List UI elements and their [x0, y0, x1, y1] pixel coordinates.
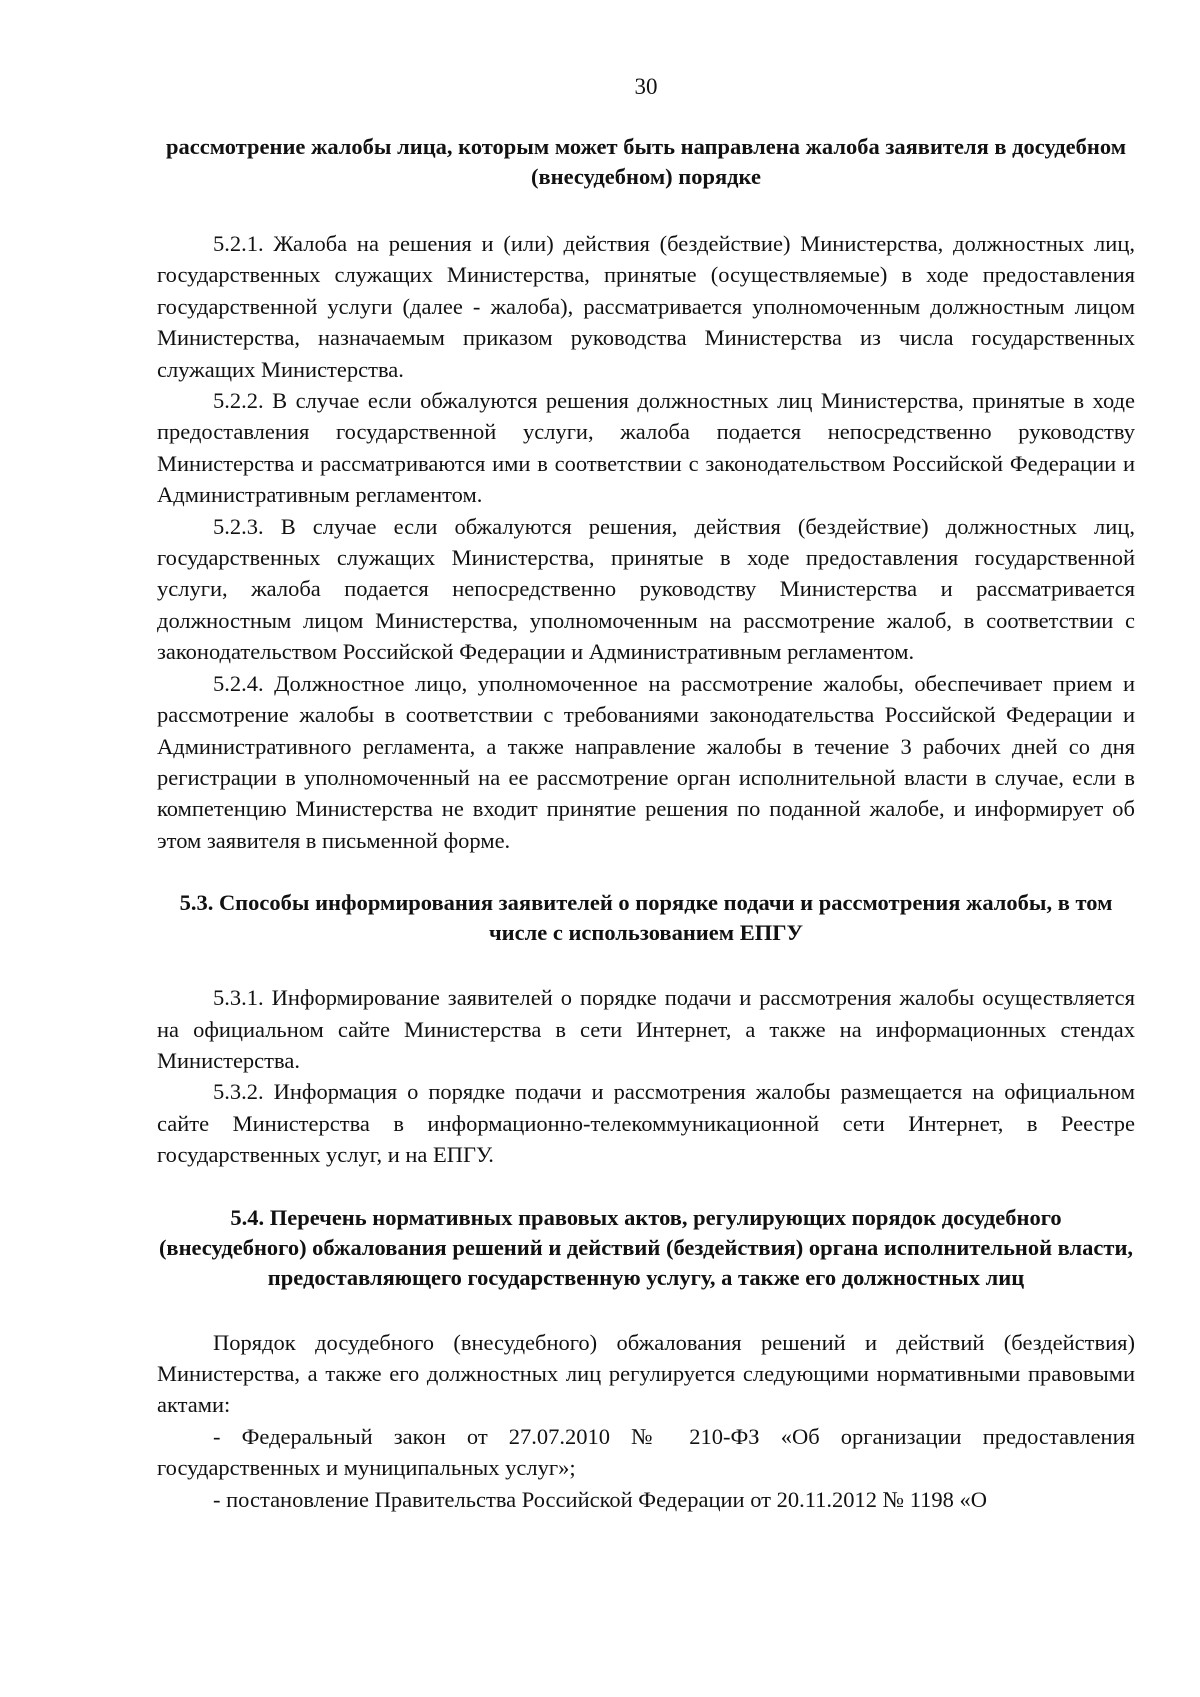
paragraph-5-3-2: 5.3.2. Информация о порядке подачи и рассмотрения жалобы размещается на официальном сайте Министерства в информационно-телекоммуникационной сети Интернет, в Реестре государственных услуг, и на ЕПГУ. — [157, 1079, 1135, 1168]
paragraph-appeal-procedure: Порядок досудебного (внесудебного) обжалования решений и действий (бездействия) Министерства, а также его должностных лиц регулируется следующими нормативными правовыми актами: — [157, 1329, 1135, 1418]
document-page — [157, 72, 1135, 1515]
section-heading-complaint-review: рассмотрение жалобы лица, которым может быть направлена жалоба заявителя в досудебном (внесудебном) порядке — [165, 134, 1127, 189]
paragraph-5-2-3: 5.2.3. В случае если обжалуются решения, действия (бездействие) должностных лиц, государственных служащих Министерства, принятые в ходе предоставления государственной услуги, жалоба подается непосредственно руководству Министерства и рассматривается должностным лицом Министерства, уполномоченным на рассмотрение жалоб, в соответствии с законодательством Российской Федерации и Административным регламентом. — [157, 513, 1135, 665]
paragraph-5-2-4: 5.2.4. Должностное лицо, уполномоченное на рассмотрение жалобы, обеспечивает прием и рассмотрение жалобы в соответствии с требованиями законодательства Российской Федерации и Административного регламента, а также направление жалобы в течение 3 рабочих дней со дня регистрации в уполномоченный на ее рассмотрение орган исполнительной власти в случае, если в компетенцию Министерства не входит принятие решения по поданной жалобе, и информирует об этом заявителя в письменной форме. — [157, 670, 1135, 853]
paragraph-federal-law-210: - Федеральный закон от 27.07.2010 № 210-ФЗ «Об организации предоставления государственных и муниципальных услуг»; — [157, 1423, 1135, 1481]
paragraph-5-2-2: 5.2.2. В случае если обжалуются решения должностных лиц Министерства, принятые в ходе предоставления государственной услуги, жалоба подается непосредственно руководству Министерства и рассматриваются ими в соответствии с законодательством Российской Федерации и Административным регламентом. — [157, 388, 1135, 508]
paragraph-5-2-1: 5.2.1. Жалоба на решения и (или) действия (бездействие) Министерства, должностных лиц, государственных служащих Министерства, принятые (осуществляемые) в ходе предоставления государственной услуги (далее - жалоба), рассматривается уполномоченным должностным лицом Министерства, назначаемым приказом руководства Министерства из числа государственных служащих Министерства. — [157, 231, 1135, 382]
page-number: 30 — [634, 74, 658, 99]
paragraph-government-decree-1198: - постановление Правительства Российской Федерации от 20.11.2012 № 1198 «О — [213, 1486, 988, 1512]
paragraph-5-3-1: 5.3.1. Информирование заявителей о порядке подачи и рассмотрения жалобы осуществляется на официальном сайте Министерства в сети Интернет, а также на информационных стендах Министерства. — [157, 985, 1135, 1073]
section-heading-5-4: 5.4. Перечень нормативных правовых актов, регулирующих порядок досудебного (внесудебного) обжалования решений и действий (бездействия) органа исполнительной власти, предоставляющего государственную услугу, а также его должностных лиц — [158, 1204, 1134, 1290]
section-heading-5-3: 5.3. Способы информирования заявителей о порядке подачи и рассмотрения жалобы, в том числе с использованием ЕПГУ — [179, 890, 1113, 946]
